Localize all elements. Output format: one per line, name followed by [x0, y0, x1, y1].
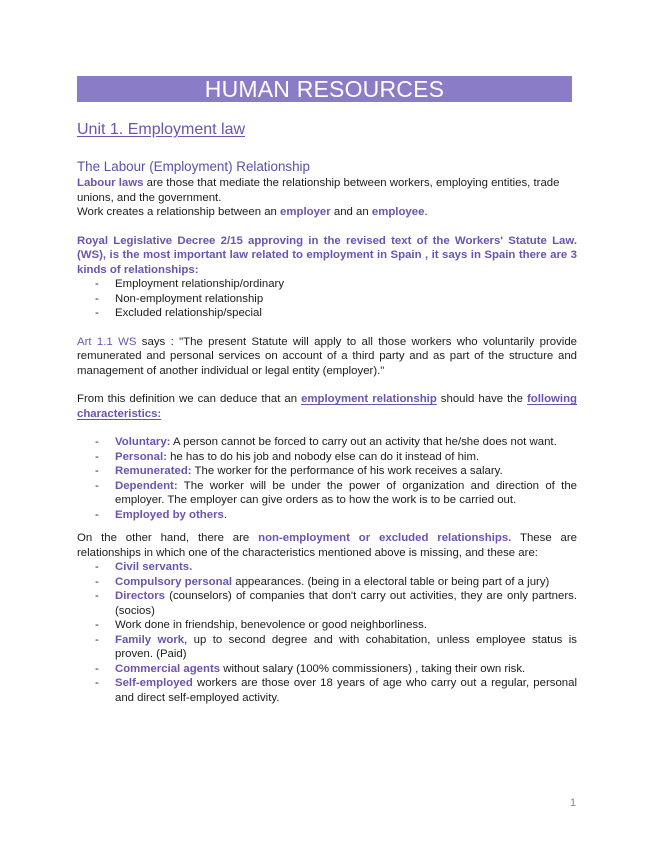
characteristic-term: Employed by others [115, 508, 224, 521]
relationship-list [77, 277, 577, 321]
non-employment-term: non-employment or excluded relationships. [258, 532, 512, 544]
list-item [77, 589, 577, 618]
employer-term: employer [280, 206, 331, 218]
article-text: says : "The present Statute will apply to all those workers who voluntarily provide remunerated and personal services on account of a third party and as part of the structure and management of another individual or legal entity (employer)." [77, 335, 577, 377]
list-item [77, 676, 577, 705]
document-body [77, 158, 577, 705]
employee-term: employee [371, 206, 425, 218]
list-item [77, 479, 577, 508]
characteristics-list [77, 435, 577, 522]
list-item [77, 450, 577, 465]
labour-laws-term: Labour laws [77, 177, 144, 189]
characteristic-term: Voluntary: [115, 436, 171, 448]
list-item [77, 633, 577, 662]
page-number: 1 [570, 797, 577, 809]
article-ref: Art 1.1 WS [77, 335, 137, 348]
other-paragraph [77, 531, 577, 560]
other-post-text: These are relationships in which one of the characteristics mentioned above is missing, and these are: [77, 532, 577, 559]
deduce-mid-text: should have the [436, 393, 527, 405]
characteristic-text: A person cannot be forced to carry out an activity that he/she does not want. [170, 436, 557, 448]
intro-line2-text: Work creates a relationship between an [77, 206, 281, 218]
section-title: The Labour (Employment) Relationship [77, 159, 310, 174]
excluded-term: Directors [115, 590, 166, 602]
unit-heading: Unit 1. Employment law [77, 121, 246, 138]
list-item [77, 560, 577, 575]
list-item [77, 435, 577, 450]
characteristic-term: Personal: [115, 450, 167, 463]
characteristic-text: The worker will be under the power of organization and direction of the employer. The employer can give orders as to how the work is to be carried out. [115, 479, 577, 506]
excluded-term: Civil servants. [115, 561, 193, 573]
list-item [77, 618, 577, 633]
other-text: On the other hand, there are [77, 532, 259, 544]
article-paragraph [77, 335, 577, 379]
characteristic-text: The worker for the performance of his work receives a salary. [191, 465, 503, 477]
excluded-text: Work done in friendship, benevolence or good neighborliness. [115, 619, 427, 631]
excluded-text: (counselors) of companies that don't carry out activities, they are only partners.(socios) [115, 590, 577, 617]
following-link: following [527, 393, 577, 405]
excluded-term: Compulsory personal [115, 575, 233, 588]
employment-relationship-link: employment relationship [301, 393, 437, 405]
list-item [77, 508, 577, 523]
excluded-text: appearances. (being in a electoral table or being part of a jury) [232, 575, 550, 588]
characteristic-term: Dependent: [115, 479, 178, 492]
excluded-list [77, 560, 577, 705]
excluded-text: without salary (100% commissioners) , taking their own risk. [220, 662, 526, 675]
list-item: - Non-employment relationship [77, 292, 577, 307]
list-item [77, 575, 577, 590]
characteristic-text: he has to do his job and nobody else can do it instead of him. [166, 450, 480, 463]
excluded-term: Family work [115, 633, 185, 646]
intro-text: are those that mediate the relationship between workers, employing entities, trade unions, and the government. [77, 177, 560, 204]
excluded-term: Commercial agents [115, 662, 221, 675]
page-title: HUMAN RESOURCES [77, 76, 572, 102]
characteristics-link: characteristics: [77, 407, 162, 420]
deduce-text: From this definition we can deduce that an [77, 393, 302, 405]
list-item: - Excluded relationship/special [77, 306, 577, 321]
intro-and-text: and an [330, 206, 372, 218]
excluded-term: Self-employed [115, 677, 193, 689]
list-item [77, 662, 577, 677]
excluded-text: workers are those over 18 years of age who carry out a regular, personal and direct self-employed activity. [115, 677, 577, 704]
intro-line-2 [77, 205, 577, 220]
intro-dot: . [424, 206, 428, 218]
decree-paragraph: Royal Legislative Decree 2/15 approving in the revised text of the Workers' Statute Law. (WS), is the most important law related to employment in Spain , it says in Spain there are 3 kinds of relationships: [77, 234, 577, 276]
characteristic-text: . [223, 508, 228, 521]
list-item [77, 464, 577, 479]
excluded-text: , up to second degree and with cohabitation, unless employee status is proven. (Paid) [115, 633, 577, 660]
characteristic-term: Remunerated: [115, 465, 192, 477]
intro-paragraph [77, 176, 577, 205]
deduce-paragraph [77, 392, 577, 421]
list-item: - Employment relationship/ordinary [77, 277, 577, 292]
